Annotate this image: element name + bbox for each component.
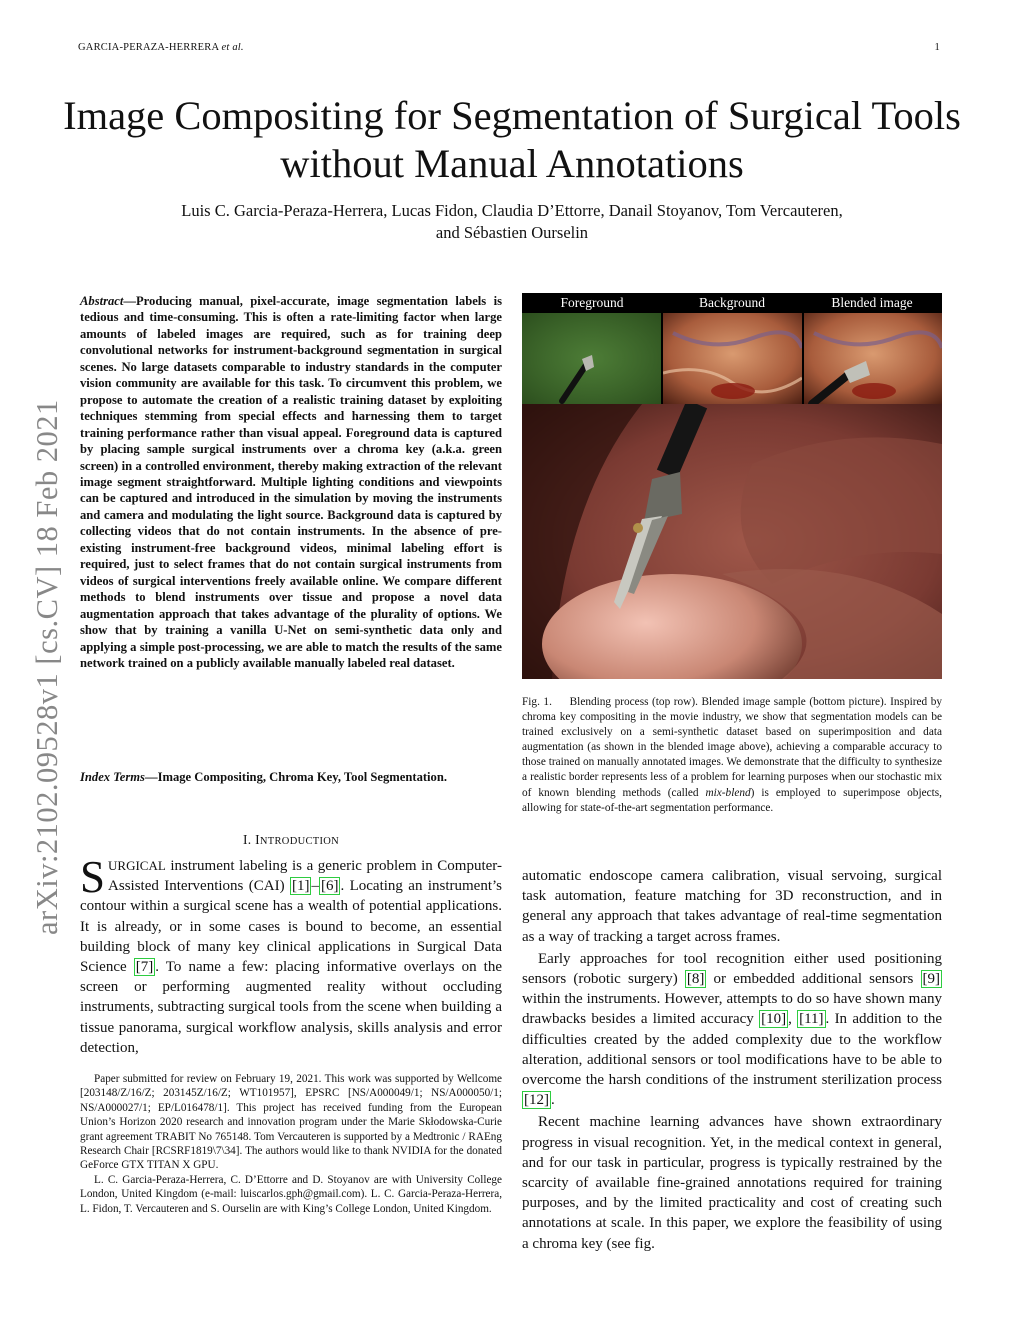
running-header: GARCIA-PERAZA-HERRERA et al. [78, 42, 244, 53]
abstract-text: —Producing manual, pixel-accurate, image segmentation labels is tedious and time-consuming. This is often a rate-limiting factor when large amounts of labeled images are required, such as for training deep convolutional networks for instrument-background segmentation in surgical scenes. No large datasets comparable to industry standards in the computer vision community are available for this task. To circumvent this problem, we propose to automate the creation of a realistic training dataset by exploiting techniques stemming from special effects and harnessing them to target training performance rather than visual appeal. Foreground data is captured by placing sample surgical instruments over a chroma key (a.k.a. green screen) in a controlled environment, thereby making extraction of the relevant image segment straightforward. Multiple lighting conditions and viewpoints can be captured and introduced in the simulation by moving the instruments and camera and modulating the light source. Background data is captured by collecting videos that do not contain instruments. In the absence of pre-existing instrument-free background videos, minimal labeling effort is required, just to select frames that do not contain surgical instruments from videos of surgical interventions freely available online. We compare different methods to blend instruments over tissue and propose a novel data augmentation approach that takes advantage of the plurality of options. We show that by training a vanilla U-Net on semi-synthetic data only and applying a simple post-processing, we are able to match the results of the same network trained on a publicly available manually labeled real dataset. [80, 294, 502, 670]
foreground-panel [522, 313, 661, 404]
intro-right-p2: Early approaches for tool recognition either used positioning sensors (robotic surgery) [8] or embedded additional sensors [9] within the instruments. However, attempts to do so have shown many drawbacks besides a limited accuracy [10] , [11] . In addition to the difficulties created by the added complexity due to the workflow alteration, additional sensors or tool modifications have to be able to overcome the harsh conditions of the instrument sterilization process [12] . [522, 950, 943, 1109]
intro-right-column [522, 866, 942, 1254]
footnote-affiliations: L. C. Garcia-Peraza-Herrera, C. D’Ettorre and D. Stoyanov are with University College London, United Kingdom (e-mail: luiscarlos.gph@gmail.com). L. C. Garcia-Peraza-Herrera, L. Fidon, T. Vercauteren and S. Ourselin are with King’s College London, United Kingdom. [80, 1173, 502, 1215]
arxiv-stamp: arXiv:2102.09528v1 [cs.CV] 18 Feb 2021 [30, 399, 64, 935]
citation-1[interactable]: [1] [291, 878, 310, 895]
mix-blend-term: mix-blend [705, 786, 751, 799]
authors-line-1: Luis C. Garcia-Peraza-Herrera, Lucas Fidon, Claudia D’Ettorre, Danail Stoyanov, Tom Vercauteren, [181, 201, 843, 220]
citation-8[interactable]: [8] [686, 971, 705, 988]
background-panel [663, 313, 802, 404]
intro-right-p1: automatic endoscope camera calibration, visual servoing, surgical task automation, feature matching for 3D reconstruction, and in general any approach that takes advantage of real-time segmentation as a way of tracking a target across frames. [522, 868, 942, 945]
blended-panel [804, 313, 942, 404]
figure-label-foreground: Foreground [560, 295, 624, 310]
figure-label-blended: Blended image [831, 295, 913, 310]
figure-caption: Fig. 1. Blending process (top row). Blended image sample (bottom picture). Inspired by chroma key compositing in the movie industry, we show that segmentation models can be trained exclusively on a semi-synthetic dataset based on superimposition and data augmentation (as shown in the blended image above), achieving a comparable accuracy to those trained on manually annotated images. We demonstrate that the difficulty to synthesize a realistic border represents less of a problem for learning purposes when our stochastic mix of known blending methods (called mix-blend) is employed to superimpose objects, allowing for state-of-the-art segmentation performance. [522, 696, 942, 814]
citation-11[interactable]: [11] [799, 1011, 824, 1028]
index-terms-label: Index Terms [80, 770, 145, 784]
citation-10[interactable]: [10] [761, 1011, 787, 1028]
intro-right-p3: Recent machine learning advances have shown extraordinary progress in visual recognition. Yet, in the medical context in general, and for our task in particular, progress is typically restrained by the scarcity of available fine-grained annotations required for training purposes, and by the limited practicality and cost of creating such annotations at scale. In this paper, we explore the feasibility of using a chroma key (see fig. [522, 1114, 942, 1252]
author-list [60, 200, 964, 244]
citation-12[interactable]: [12] [524, 1092, 549, 1109]
abstract [80, 293, 502, 671]
lead-word: URGICAL [108, 858, 166, 873]
citation-9[interactable]: [9] [922, 971, 941, 988]
citation-7[interactable]: [7] [135, 959, 154, 976]
blended-sample-image [522, 404, 942, 679]
intro-left-column: SURGICAL instrument labeling is a generic problem in Computer-Assisted Interventions (CAI) [1] – [6] . Locating an instrument’s contour within a surgical scene has a wealth of potential applications. It is already, or in some cases is bound to become, an essential building block of many key clinical applications in Surgical Data Science [7] . To name a few: placing informative overlays on the screen or performing augmented reality without occluding instruments, subtracting surgical tools from the scene when building a tissue panorama, surgical workflow analysis, skills analysis and error detection, [80, 852, 503, 1056]
figure-1 [522, 293, 942, 679]
caption-label: Fig. 1. [522, 696, 552, 708]
figure-label-background: Background [699, 295, 765, 310]
et-al: et al. [221, 42, 244, 53]
authors-line-2: and Sébastien Ourselin [435, 223, 589, 242]
paper-title: Image Compositing for Segmentation of Surgical Tools without Manual Annotations [63, 93, 961, 186]
citation-6[interactable]: [6] [320, 878, 339, 895]
page-number: 1 [934, 42, 940, 53]
section-heading: I. INTRODUCTION [242, 832, 340, 847]
index-terms [80, 769, 502, 785]
footnote-funding: Paper submitted for review on February 19, 2021. This work was supported by Wellcome [203148/Z/16/Z; 203145Z/16/Z; WT101957], EPSRC [NS/A000049/1; NS/A000050/1; NS/A000027/1; EP/L016478/1]. This project has received funding from the European Union’s Horizon 2020 research and innovation program under the Marie Skłodowska-Curie grant agreement TRABIT No 765148. Tom Vercauteren is supported by a Medtronic / RAEng Research Chair [RCSRF1819\7\34]. The authors would like to thank NVIDIA for the donated GeForce GTX TITAN X GPU. [80, 1073, 502, 1172]
abstract-label: Abstract [80, 294, 124, 308]
drop-cap: S [80, 852, 106, 902]
index-terms-text: —Image Compositing, Chroma Key, Tool Segmentation. [144, 770, 448, 784]
footnote [80, 1072, 502, 1216]
